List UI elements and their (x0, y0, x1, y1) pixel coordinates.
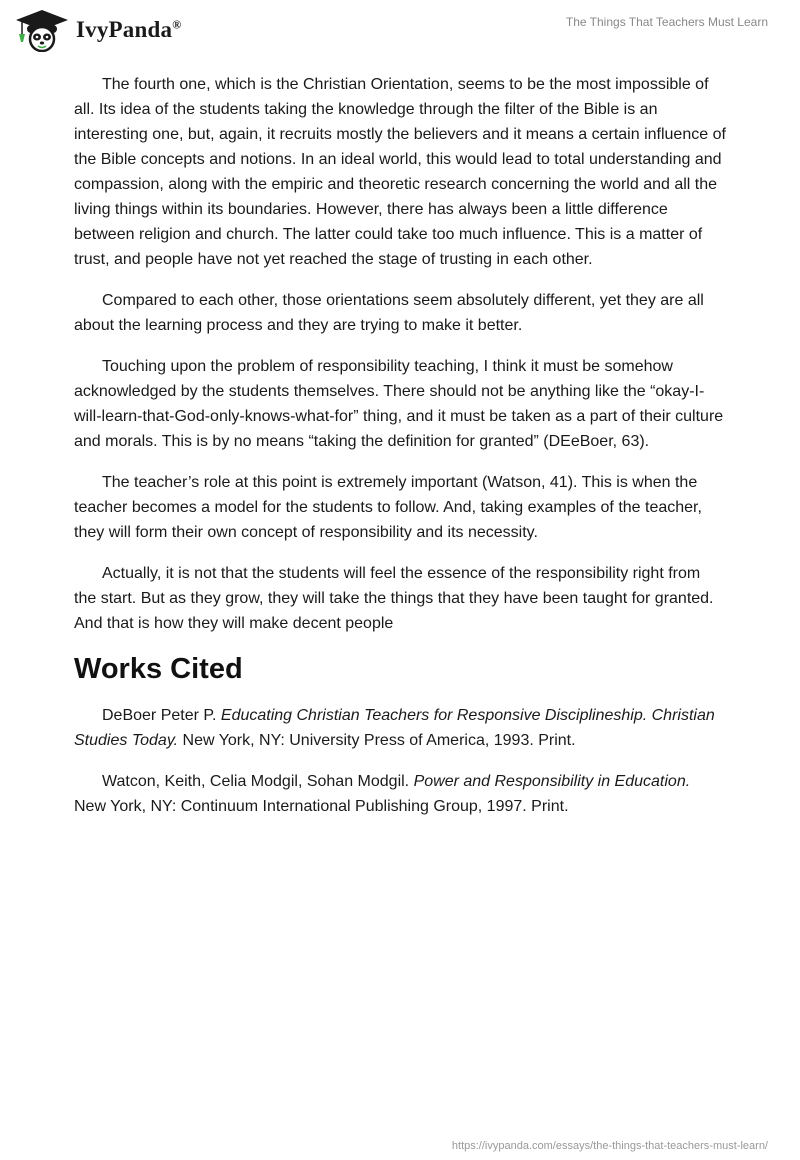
paragraph: Compared to each other, those orientations seem absolutely different, yet they are all about the learning process and they are trying to make it better. (74, 292, 704, 334)
citation-title: Educating Christian Teachers for Responsive Disciplineship. Christian Studies Today. (74, 707, 715, 749)
page-header (0, 0, 800, 60)
paragraph: Touching upon the problem of responsibility teaching, I think it must be somehow acknowledged by the students themselves. There should not be anything like the “okay-I-will-learn-that-God-only-knows-what-for” thing, and it must be taken as a part of their culture and morals. This is by no means “taking the definition for granted” (DEeBoer, 63). (74, 358, 724, 450)
citation-publisher: New York, NY: Continuum International Publishing Group, 1997. Print. (74, 798, 569, 815)
panda-graduation-cap-icon (14, 8, 70, 52)
logo-text: IvyPanda® (76, 17, 182, 42)
paragraph: Actually, it is not that the students will feel the essence of the responsibility right from the start. But as they grow, they will take the things that they have been taught for granted. And that is how they will make decent people (74, 565, 714, 632)
ivypanda-logo[interactable] (14, 8, 181, 52)
works-cited-heading: Works Cited (74, 653, 243, 685)
citation-entry (74, 703, 726, 753)
citation-publisher: New York, NY: University Press of America, 1993. Print. (178, 732, 576, 749)
paragraph: The teacher’s role at this point is extremely important (Watson, 41). This is when the teacher becomes a model for the students to follow. And, taking examples of the teacher, they will form their own concept of responsibility and its necessity. (74, 474, 702, 541)
essay-body (74, 72, 726, 835)
source-url[interactable]: https://ivypanda.com/essays/the-things-that-teachers-must-learn/ (451, 1140, 768, 1152)
citation-authors: Watcon, Keith, Celia Modgil, Sohan Modgil. (102, 773, 414, 790)
paragraph: The fourth one, which is the Christian Orientation, seems to be the most impossible of all. Its idea of the students taking the knowledge through the filter of the Bible is an interesting one, but, again, it recruits mostly the believers and it means a certain influence of the Bible concepts and notions. In an ideal world, this would lead to total understanding and compassion, along with the empiric and theoretic research concerning the world and all the living things within its boundaries. However, there has always been a little difference between religion and church. The latter could take too much influence. This is a matter of trust, and people have not yet reached the stage of trusting in each other. (74, 76, 726, 268)
citation-authors: DeBoer Peter P. (102, 707, 221, 724)
citation-title: Power and Responsibility in Education. (413, 773, 691, 790)
citation-entry (74, 769, 726, 819)
document-title: The Things That Teachers Must Learn (565, 15, 768, 29)
